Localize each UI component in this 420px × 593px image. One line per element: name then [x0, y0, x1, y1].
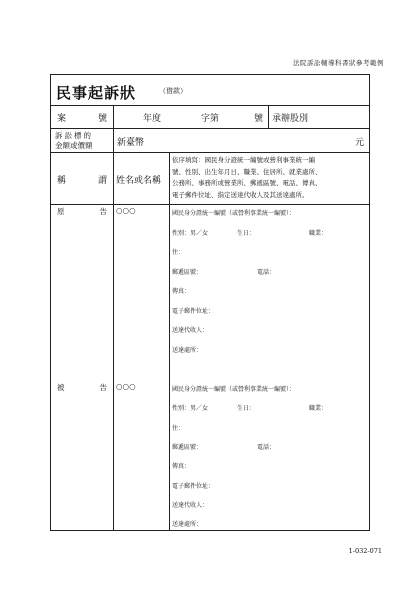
plaintiff-sex-field: 性別：男／女 [172, 230, 209, 237]
currency-label: 新臺幣 [117, 138, 145, 148]
label-char: 告 [99, 383, 107, 392]
label-char: 被 [57, 383, 65, 392]
instruction-line: 公務所、事務所或營業所、郵遞區號、電話、傳真、 [172, 179, 322, 187]
label-char: 稱 [57, 176, 67, 186]
plaintiff-address-field: 住： [172, 249, 185, 256]
defendant-sex-field: 性別：男／女 [172, 405, 209, 412]
plaintiff-email-field: 電子郵件位址： [172, 308, 215, 315]
defendant-agent-field: 送達代收人： [172, 502, 209, 509]
plaintiff-job-field: 職業： [309, 230, 328, 237]
instruction-line: 電子郵件位址、指定送達代收人及其送達處所。 [172, 190, 309, 199]
amount-label-line1: 訴訟標的 [55, 131, 93, 140]
instruction-line: 依序填寫：國民身分證統一編號或營利事業統一編 [172, 156, 315, 164]
divider [113, 105, 114, 530]
label-char: 謂 [97, 176, 107, 186]
defendant-phone-field: 電話： [257, 444, 276, 451]
case-year-label: 年度 [143, 114, 162, 124]
amount-label-line2: 金額或價額 [55, 141, 93, 150]
plaintiff-fax-field: 傳真： [172, 288, 191, 295]
case-no-label: 號 [254, 114, 264, 124]
divider [51, 128, 369, 129]
form-title-note: （借款） [159, 87, 187, 95]
name-column-label: 姓名或名稱 [116, 176, 162, 186]
label-char: 告 [99, 207, 107, 216]
defendant-email-field: 電子郵件位址： [172, 483, 215, 490]
defendant-id-field: 國民身分證統一編號（或營利事業統一編號）： [172, 386, 296, 393]
defendant-postal-field: 郵遞區號： [172, 444, 203, 451]
title-column-label [57, 173, 107, 186]
defendant-fax-field: 傳真： [172, 463, 191, 470]
defendant-service-address-field: 送達處所： [172, 521, 203, 528]
divider [169, 152, 170, 530]
form-code: 1-032-071 [348, 547, 382, 555]
currency-unit: 元 [355, 138, 365, 148]
divider [51, 152, 369, 153]
plaintiff-birth-field: 生日： [237, 230, 256, 237]
defendant-name: ○○○ [116, 382, 136, 391]
plaintiff-id-field: 國民身分證統一編號（或營利事業統一編號）： [172, 210, 296, 217]
label-char: 號 [97, 114, 107, 124]
case-number-label [57, 111, 107, 124]
plaintiff-phone-field: 電話： [257, 269, 276, 276]
header-note: 法院訴訟輔導科書狀參考範例 [293, 59, 384, 67]
division-label: 承辦股別 [272, 114, 309, 124]
plaintiff-name: ○○○ [116, 206, 136, 215]
plaintiff-agent-field: 送達代收人： [172, 327, 209, 334]
label-char: 案 [57, 114, 67, 124]
form-title: 民事起訴狀 [56, 84, 137, 102]
divider [51, 105, 369, 106]
case-word-label: 字第 [201, 114, 220, 124]
complaint-form [50, 74, 370, 531]
plaintiff-role [57, 206, 107, 217]
defendant-job-field: 職業： [309, 405, 328, 412]
divider [268, 105, 269, 128]
plaintiff-postal-field: 郵遞區號： [172, 269, 203, 276]
defendant-role [57, 382, 107, 393]
defendant-birth-field: 生日： [237, 405, 256, 412]
party-instructions [172, 155, 322, 201]
label-char: 原 [57, 207, 65, 216]
instruction-line: 號、性別、出生年月日、職業、住居所、就業處所、 [172, 167, 322, 176]
defendant-address-field: 住： [172, 425, 185, 432]
plaintiff-service-address-field: 送達處所： [172, 347, 203, 354]
divider [51, 204, 369, 205]
